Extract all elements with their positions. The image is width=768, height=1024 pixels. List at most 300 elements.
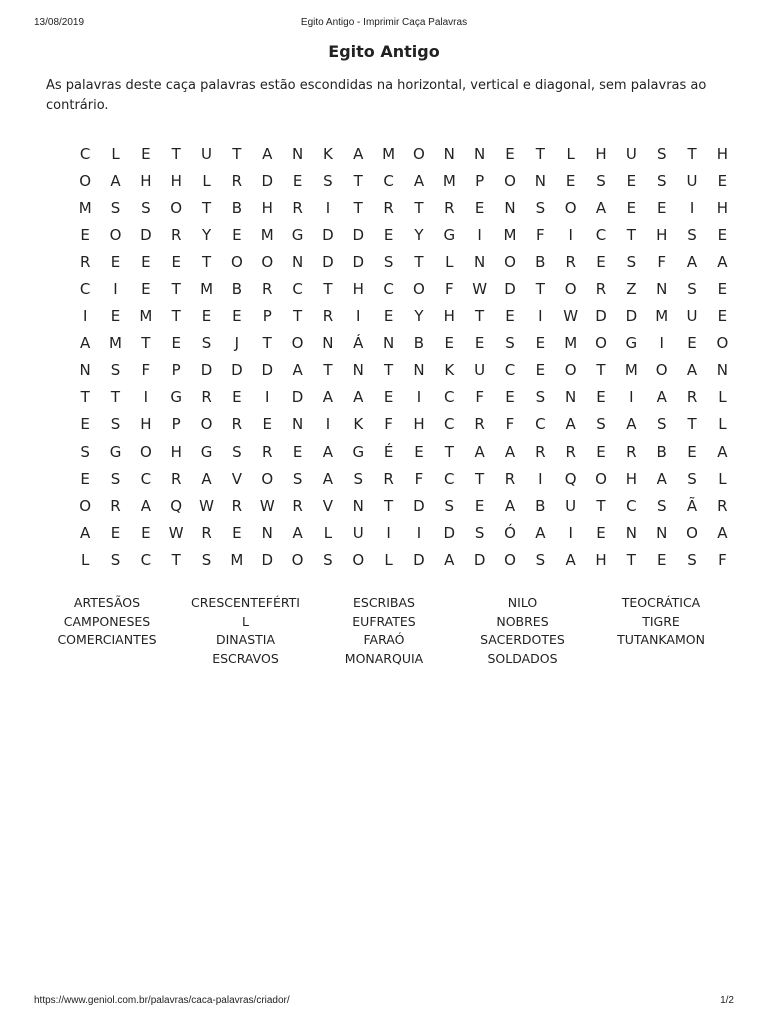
grid-cell: A	[80, 334, 91, 353]
grid-cell: S	[110, 361, 121, 380]
grid-cell: A	[656, 469, 667, 488]
grid-cell: L	[718, 388, 727, 407]
word-item: NILO	[507, 595, 538, 610]
grid-cell: U	[474, 361, 486, 380]
grid-cell: I	[477, 225, 482, 244]
grid-cell: C	[383, 171, 394, 190]
grid-cell: A	[413, 171, 425, 190]
grid-cell: E	[232, 523, 242, 542]
grid-cell: S	[232, 442, 242, 461]
grid-cell: A	[595, 198, 607, 217]
grid-cell: F	[414, 469, 424, 488]
grid-cell: O	[564, 198, 577, 217]
grid-cell: E	[535, 361, 546, 380]
grid-cell: G	[109, 442, 122, 461]
grid-cell: S	[292, 469, 303, 488]
grid-cell: T	[80, 388, 90, 407]
grid-cell: I	[386, 523, 391, 542]
grid-cell: E	[596, 442, 606, 461]
grid-row	[70, 275, 738, 302]
grid-cell: A	[292, 523, 303, 542]
grid-cell: O	[230, 252, 243, 271]
grid-cell: G	[443, 225, 456, 244]
grid-cell: N	[382, 334, 395, 353]
grid-cell: C	[444, 388, 455, 407]
grid-cell: E	[596, 252, 606, 271]
grid-cell: E	[444, 334, 455, 353]
word-column	[592, 594, 730, 668]
grid-cell: S	[535, 550, 546, 569]
grid-cell: H	[170, 442, 182, 461]
grid-cell: N	[291, 144, 304, 163]
grid-cell: R	[170, 469, 182, 488]
print-page-title: Egito Antigo - Imprimir Caça Palavras	[300, 17, 468, 28]
grid-cell: U	[625, 144, 637, 163]
grid-cell: I	[143, 388, 149, 407]
grid-cell: D	[291, 388, 304, 407]
grid-cell: T	[414, 252, 424, 271]
grid-cell: I	[659, 334, 664, 353]
grid-cell: P	[262, 307, 272, 326]
grid-cell: M	[230, 550, 244, 569]
grid-cell: O	[716, 334, 729, 353]
grid-cell: E	[262, 415, 272, 434]
grid-cell: A	[535, 523, 546, 542]
grid-cell: S	[687, 469, 697, 488]
grid-cell: R	[231, 415, 243, 434]
grid-cell: E	[596, 523, 606, 542]
grid-cell: F	[536, 225, 545, 244]
grid-cell: M	[442, 171, 456, 190]
grid-cell: E	[141, 144, 151, 163]
grid-cell: F	[141, 361, 151, 380]
grid-cell: O	[79, 171, 92, 190]
grid-cell: R	[686, 388, 698, 407]
grid-cell: I	[113, 280, 118, 299]
grid-cell: D	[231, 361, 243, 380]
grid-cell: N	[565, 388, 577, 407]
grid-cell: C	[79, 144, 91, 163]
grid-cell: F	[718, 550, 727, 569]
word-column	[454, 594, 592, 668]
grid-cell: E	[717, 171, 728, 190]
grid-cell: S	[656, 415, 667, 434]
grid-cell: A	[201, 469, 212, 488]
grid-cell: C	[79, 280, 91, 299]
grid-cell: S	[596, 415, 606, 434]
grid-cell: M	[503, 225, 517, 244]
grid-cell: T	[171, 280, 181, 299]
grid-cell: L	[80, 550, 90, 569]
grid-cell: C	[292, 280, 303, 299]
grid-cell: S	[80, 442, 90, 461]
grid-cell: T	[232, 144, 242, 163]
grid-cell: S	[110, 198, 121, 217]
word-item: TEOCRÁTICA	[621, 595, 701, 610]
grid-cell: H	[413, 415, 425, 434]
grid-row	[70, 384, 738, 411]
grid-cell: E	[232, 307, 242, 326]
grid-cell: D	[352, 252, 365, 271]
grid-cell: H	[261, 198, 273, 217]
word-column	[177, 594, 315, 668]
grid-cell: E	[232, 225, 242, 244]
grid-cell: D	[261, 171, 274, 190]
grid-cell: I	[265, 388, 270, 407]
grid-cell: O	[504, 171, 516, 190]
grid-cell: O	[655, 361, 668, 380]
grid-cell: D	[504, 280, 516, 299]
grid-cell: T	[626, 550, 636, 569]
grid-cell: E	[171, 334, 181, 353]
grid-cell: U	[686, 307, 698, 326]
grid-cell: T	[262, 334, 272, 353]
grid-cell: B	[413, 334, 425, 353]
grid-cell: A	[353, 388, 364, 407]
grid-cell: A	[717, 252, 728, 271]
grid-cell: R	[535, 442, 546, 461]
grid-cell: Ó	[504, 523, 516, 542]
grid-cell: E	[232, 388, 242, 407]
grid-cell: O	[109, 225, 122, 244]
grid-cell: E	[687, 442, 697, 461]
grid-cell: S	[110, 550, 121, 569]
grid-cell: G	[200, 442, 213, 461]
grid-cell: L	[718, 415, 727, 434]
grid-cell: I	[416, 523, 422, 542]
grid-cell: B	[535, 252, 546, 271]
word-item: ESCRAVOS	[212, 650, 279, 666]
grid-cell: E	[414, 442, 424, 461]
grid-cell: L	[566, 144, 575, 163]
grid-cell: A	[717, 442, 728, 461]
grid-cell: R	[110, 496, 121, 515]
grid-cell: N	[656, 280, 668, 299]
grid-cell: N	[656, 523, 668, 542]
grid-cell: É	[383, 442, 394, 461]
grid-cell: L	[445, 252, 454, 271]
grid-cell: R	[292, 198, 303, 217]
grid-cell: L	[384, 550, 393, 569]
grid-cell: M	[655, 307, 669, 326]
grid-cell: O	[170, 198, 183, 217]
grid-cell: I	[325, 415, 331, 434]
grid-cell: A	[110, 171, 121, 190]
grid-cell: H	[595, 144, 607, 163]
grid-cell: E	[565, 171, 576, 190]
grid-row	[70, 303, 738, 330]
grid-cell: A	[292, 361, 303, 380]
grid-cell: T	[414, 198, 424, 217]
grid-cell: T	[535, 280, 545, 299]
grid-cell: E	[656, 198, 667, 217]
word-item: TUTANKAMON	[617, 632, 705, 648]
grid-cell: D	[413, 550, 425, 569]
grid-cell: D	[261, 361, 274, 380]
grid-cell: D	[595, 307, 607, 326]
grid-cell: G	[170, 388, 183, 407]
grid-cell: I	[538, 307, 543, 326]
grid-cell: O	[413, 280, 425, 299]
grid-cell: T	[110, 388, 121, 407]
grid-cell: S	[444, 496, 455, 515]
grid-cell: T	[171, 550, 181, 569]
grid-cell: O	[261, 469, 274, 488]
grid-row	[70, 492, 738, 519]
grid-cell: D	[625, 307, 638, 326]
grid-cell: E	[717, 280, 728, 299]
grid-cell: O	[504, 550, 516, 569]
grid-cell: C	[535, 415, 546, 434]
grid-cell: S	[656, 171, 667, 190]
grid-cell: F	[444, 280, 454, 299]
grid-cell: T	[687, 144, 697, 163]
grid-cell: O	[200, 415, 213, 434]
grid-cell: F	[384, 415, 393, 434]
grid-cell: A	[565, 550, 576, 569]
grid-cell: T	[475, 307, 485, 326]
word-column	[38, 594, 176, 668]
grid-cell: K	[444, 361, 455, 380]
grid-cell: I	[568, 523, 573, 542]
grid-cell: E	[80, 415, 90, 434]
grid-cell: B	[231, 280, 243, 299]
word-item: CRESCENTEFÉRTI	[191, 595, 300, 610]
grid-cell: R	[231, 496, 243, 515]
grid-cell: A	[717, 523, 728, 542]
grid-cell: K	[323, 144, 333, 163]
grid-cell: C	[140, 469, 152, 488]
grid-cell: A	[353, 144, 364, 163]
grid-cell: O	[352, 550, 365, 569]
grid-cell: I	[356, 307, 361, 326]
grid-cell: Y	[414, 225, 424, 244]
grid-cell: T	[535, 144, 545, 163]
grid-cell: S	[687, 280, 697, 299]
grid-cell: H	[443, 307, 455, 326]
grid-cell: E	[110, 252, 121, 271]
grid-cell: S	[687, 225, 697, 244]
grid-cell: A	[474, 442, 485, 461]
grid-cell: B	[656, 442, 667, 461]
grid-cell: T	[353, 171, 363, 190]
grid-cell: E	[535, 334, 546, 353]
page-number: 1/2	[720, 995, 734, 1006]
grid-cell: T	[141, 334, 151, 353]
grid-cell: S	[110, 415, 121, 434]
word-search-grid	[70, 140, 738, 574]
grid-cell: H	[140, 171, 152, 190]
grid-cell: O	[504, 252, 516, 271]
grid-cell: R	[383, 198, 394, 217]
grid-cell: A	[140, 496, 151, 515]
grid-cell: B	[535, 496, 546, 515]
grid-cell: M	[624, 361, 638, 380]
grid-cell: E	[596, 388, 606, 407]
word-column	[315, 594, 453, 668]
grid-cell: S	[656, 144, 667, 163]
grid-cell: T	[596, 496, 606, 515]
grid-cell: S	[323, 550, 333, 569]
grid-cell: S	[353, 469, 364, 488]
grid-cell: R	[717, 496, 728, 515]
word-list	[38, 594, 730, 668]
grid-cell: E	[141, 252, 151, 271]
grid-row	[70, 140, 738, 167]
grid-cell: C	[595, 225, 607, 244]
grid-cell: I	[416, 388, 422, 407]
grid-cell: T	[444, 442, 454, 461]
grid-cell: M	[109, 334, 122, 353]
print-url: https://www.geniol.com.br/palavras/caca-palavras/criador/	[34, 995, 290, 1006]
grid-cell: H	[352, 280, 364, 299]
word-item: EUFRATES	[352, 613, 416, 629]
grid-cell: D	[413, 496, 425, 515]
grid-cell: H	[716, 198, 729, 217]
grid-cell: C	[444, 415, 455, 434]
grid-cell: O	[291, 334, 304, 353]
grid-cell: A	[444, 550, 455, 569]
grid-cell: M	[260, 225, 274, 244]
grid-cell: N	[322, 334, 334, 353]
grid-cell: A	[80, 523, 91, 542]
grid-cell: H	[625, 469, 637, 488]
word-item: SOLDADOS	[487, 650, 558, 666]
grid-cell: N	[413, 361, 425, 380]
grid-cell: S	[626, 252, 637, 271]
grid-cell: E	[656, 550, 667, 569]
grid-cell: O	[139, 442, 152, 461]
grid-row	[70, 167, 738, 194]
grid-cell: H	[170, 171, 182, 190]
grid-cell: C	[626, 496, 637, 515]
grid-cell: E	[474, 496, 485, 515]
word-item: SACERDOTES	[480, 632, 565, 648]
grid-cell: T	[323, 280, 333, 299]
grid-cell: E	[110, 523, 121, 542]
grid-cell: F	[475, 388, 484, 407]
grid-cell: E	[383, 307, 394, 326]
word-item: FARAÓ	[363, 632, 405, 648]
grid-cell: R	[474, 415, 485, 434]
grid-cell: H	[140, 415, 152, 434]
grid-cell: L	[718, 469, 727, 488]
grid-cell: D	[261, 550, 274, 569]
grid-cell: I	[82, 307, 88, 326]
grid-cell: E	[505, 144, 515, 163]
grid-cell: O	[564, 280, 577, 299]
grid-row	[70, 194, 738, 221]
word-item: CAMPONESES	[63, 613, 151, 629]
grid-cell: B	[231, 198, 243, 217]
grid-cell: E	[383, 225, 394, 244]
grid-cell: T	[475, 469, 485, 488]
grid-cell: R	[322, 307, 334, 326]
grid-cell: C	[504, 361, 516, 380]
grid-cell: D	[322, 225, 334, 244]
grid-cell: A	[686, 252, 698, 271]
grid-cell: Q	[170, 496, 183, 515]
grid-cell: A	[565, 415, 576, 434]
grid-cell: T	[596, 361, 606, 380]
grid-cell: W	[472, 280, 488, 299]
word-item: TIGRE	[642, 613, 680, 629]
grid-cell: A	[504, 442, 516, 461]
grid-cell: R	[383, 469, 394, 488]
grid-cell: R	[262, 442, 273, 461]
grid-cell: M	[139, 307, 153, 326]
grid-cell: I	[689, 198, 695, 217]
grid-cell: C	[383, 280, 394, 299]
grid-cell: K	[353, 415, 364, 434]
grid-cell: T	[384, 496, 394, 515]
word-item: NOBRES	[496, 613, 549, 629]
grid-cell: R	[626, 442, 637, 461]
grid-cell: T	[323, 361, 333, 380]
word-item: DINASTIA	[215, 632, 276, 648]
grid-cell: S	[201, 550, 212, 569]
grid-cell: T	[171, 307, 181, 326]
grid-cell: P	[475, 171, 485, 190]
grid-cell: A	[322, 388, 334, 407]
grid-cell: O	[564, 361, 577, 380]
grid-cell: O	[595, 469, 607, 488]
grid-cell: R	[444, 198, 455, 217]
grid-cell: T	[384, 361, 394, 380]
grid-cell: U	[686, 171, 698, 190]
grid-cell: E	[717, 225, 728, 244]
grid-cell: T	[626, 225, 636, 244]
grid-cell: W	[259, 496, 275, 515]
grid-cell: O	[595, 334, 607, 353]
grid-cell: N	[352, 361, 364, 380]
grid-cell: G	[625, 334, 638, 353]
grid-cell: R	[201, 388, 212, 407]
print-date: 13/08/2019	[34, 17, 85, 28]
grid-cell: O	[291, 550, 304, 569]
grid-cell: S	[141, 198, 151, 217]
grid-cell: E	[292, 442, 303, 461]
grid-cell: P	[171, 415, 181, 434]
grid-cell: M	[564, 334, 578, 353]
grid-cell: N	[716, 361, 728, 380]
grid-cell: Ã	[686, 496, 698, 515]
grid-cell: S	[505, 334, 515, 353]
grid-cell: P	[171, 361, 181, 380]
grid-cell: U	[565, 496, 577, 515]
grid-cell: A	[262, 144, 273, 163]
grid-cell: N	[352, 496, 364, 515]
grid-row	[70, 438, 738, 465]
grid-cell: C	[140, 550, 152, 569]
grid-row	[70, 519, 738, 546]
grid-cell: U	[352, 523, 364, 542]
grid-cell: Y	[201, 225, 212, 244]
grid-cell: R	[595, 280, 607, 299]
grid-cell: F	[505, 415, 515, 434]
grid-cell: S	[596, 171, 606, 190]
grid-cell: A	[322, 442, 334, 461]
grid-cell: R	[231, 171, 243, 190]
grid-cell: A	[686, 361, 698, 380]
grid-cell: N	[625, 523, 637, 542]
grid-cell: D	[473, 550, 486, 569]
grid-cell: I	[629, 388, 634, 407]
grid-cell: E	[383, 388, 394, 407]
grid-cell: D	[322, 252, 334, 271]
grid-cell: N	[474, 144, 486, 163]
grid-cell: A	[322, 469, 334, 488]
